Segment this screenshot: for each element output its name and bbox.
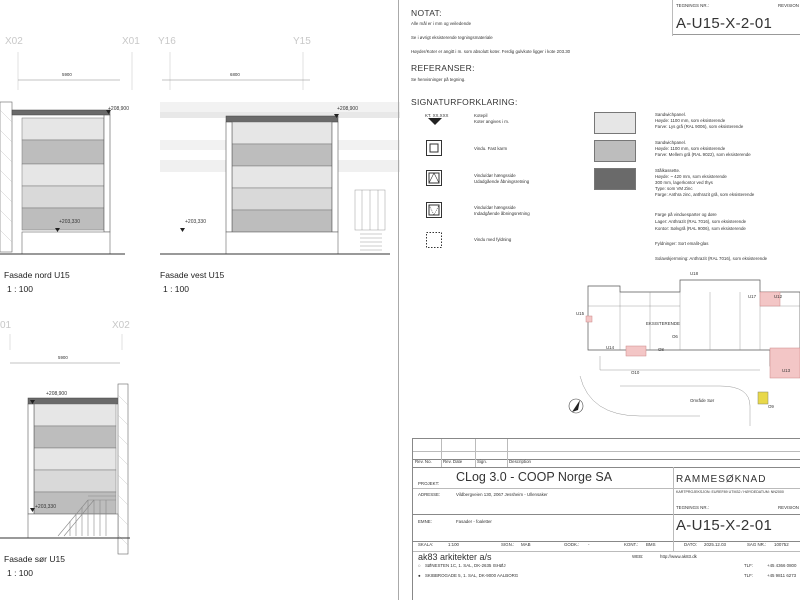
project-name: CLog 3.0 - COOP Norge SA bbox=[456, 470, 613, 484]
material-line: Farve: Lys grå (RAL 9006), som eksisterende bbox=[655, 124, 744, 129]
material-line: 300 mm, lagerkontor ved thys bbox=[655, 180, 713, 185]
level-label: +208,900 bbox=[46, 391, 67, 397]
legend-label: Udadgående åbningsretning bbox=[474, 179, 530, 184]
site-tag: U13 bbox=[782, 368, 791, 373]
header-underline bbox=[672, 34, 800, 35]
rev-col-no: Rev. No. bbox=[415, 459, 432, 464]
material-swatch-light-grey bbox=[594, 112, 636, 134]
address-value: Vildbergveien 130, 2067 Jessheim - Ullensaker bbox=[456, 492, 548, 497]
material-line: Høyde: ~ 420 mm, som eksisterende bbox=[655, 174, 727, 179]
tb-sheet-number: A-U15-X-2-01 bbox=[676, 517, 773, 534]
office-address-2: SKIBBROGADE 5, 1. SAL, DK-9000 AALBORG bbox=[425, 573, 519, 578]
references-text: Se henvisninger på tegning. bbox=[411, 77, 466, 82]
facade-scale-sor: 1 : 100 bbox=[7, 568, 33, 578]
tlf-value-2: +45 9811 6273 bbox=[767, 573, 797, 578]
frame-color-line: Fyldninger: Sort emalit-glas bbox=[655, 241, 709, 246]
frame-color-line: Solavskjermning: Anthrazit (RAL 7016), som eksisterende bbox=[655, 256, 768, 261]
facade-nord-drawing bbox=[0, 102, 125, 254]
site-tag: U14 bbox=[606, 345, 615, 350]
office-address-1: SØNESTEN 1C, 1. SAL, DK-2635 ISHØJ bbox=[425, 563, 506, 568]
note-line: Se i øvrigt eksisterende tegningsmateriale bbox=[411, 35, 493, 40]
subject-label: EMNE: bbox=[418, 519, 432, 524]
facade-scale-vest: 1 : 100 bbox=[163, 284, 189, 294]
grid-label: 01 bbox=[0, 320, 12, 331]
site-plan bbox=[560, 266, 800, 436]
outward-opening-icon bbox=[426, 170, 442, 186]
references-title: REFERANSER: bbox=[411, 63, 475, 73]
facade-vest-drawing bbox=[160, 102, 400, 254]
material-line: Farve: Mellem grå (RAL 9022), som eksisterende bbox=[655, 152, 751, 157]
grid-label: X02 bbox=[112, 320, 130, 331]
sheet-divider bbox=[398, 0, 399, 600]
material-line: Farge: Anthra zinc, anthrazit grå, som eksisterende bbox=[655, 192, 755, 197]
notes-title: NOTAT: bbox=[411, 8, 442, 18]
legend-label: Kotepil bbox=[474, 113, 488, 118]
tlf-value-1: +45 4366 0800 bbox=[767, 563, 797, 568]
material-line: Sandwichpanel. bbox=[655, 112, 687, 117]
frame-color-line: Farge på vinduesparter og døre bbox=[655, 212, 717, 217]
legend-code: KT. XX,XXX bbox=[425, 113, 449, 118]
sag-value: 100752 bbox=[774, 542, 789, 547]
legend-label: Vindu/dør hængsside bbox=[474, 205, 516, 210]
site-existing-label: EKSISTERENDE bbox=[646, 321, 680, 326]
grid-label: Y15 bbox=[293, 36, 311, 47]
level-label: +203,330 bbox=[35, 504, 56, 510]
check-value: - bbox=[588, 542, 590, 547]
sag-label: SAG NR.: bbox=[747, 542, 767, 547]
fixed-window-icon bbox=[426, 140, 442, 156]
facade-title-vest: Fasade vest U15 bbox=[160, 270, 225, 280]
legend-label: Vindu/dør hængsside bbox=[474, 173, 516, 178]
frame-color-line: Lager: Anthrazit (RAL 7016), som eksisterende bbox=[655, 219, 747, 224]
material-line: Stålkassette. bbox=[655, 168, 681, 173]
tb-sheet-label: TEGNINGS NR.: bbox=[676, 505, 709, 510]
material-swatch-anthracite bbox=[594, 168, 636, 190]
header-sheet-label: TEGNINGS NR.: bbox=[676, 3, 709, 8]
company-name: ak83 arkitekter a/s bbox=[418, 552, 492, 562]
coords-value: KARTPROJEKSJON: EUREF89 UTM32 / HØYDEDATUM: NN2000 bbox=[676, 490, 784, 494]
facade-title-nord: Fasade nord U15 bbox=[4, 270, 70, 280]
date-value: 2025.12.03 bbox=[704, 542, 726, 547]
site-tag: O8 bbox=[658, 347, 664, 352]
tlf-label: TLF: bbox=[744, 563, 754, 568]
grid-label: X02 bbox=[5, 36, 23, 47]
legend-label: Indadgående åbningsretning bbox=[474, 211, 530, 216]
level-label: +208,900 bbox=[337, 106, 358, 112]
sign-value: MAB bbox=[521, 542, 531, 547]
frame-color-line: Kontor: Sølvgrå (RAL 9006), som eksisterende bbox=[655, 226, 746, 231]
web-label: WEB: bbox=[632, 554, 644, 559]
office-bullet-filled-icon: ● bbox=[418, 573, 421, 578]
rev-col-sign: Sign. bbox=[477, 459, 488, 464]
scale-value: 1:100 bbox=[448, 542, 459, 547]
facade-title-sor: Fasade sør U15 bbox=[4, 554, 65, 564]
level-label: +203,330 bbox=[185, 219, 206, 225]
legend-title: SIGNATURFORKLARING: bbox=[411, 97, 518, 107]
control-value: BMS bbox=[646, 542, 656, 547]
address-label: ADRESSE: bbox=[418, 492, 441, 497]
tb-revision-label: REVISION bbox=[778, 505, 799, 510]
project-label: PROJEKT: bbox=[418, 481, 439, 486]
legend-label: Vindu. Fast karm bbox=[474, 146, 508, 151]
dimension-label: 5900 bbox=[58, 355, 68, 360]
site-area-label: Område Sør bbox=[690, 398, 715, 403]
header-revision-label: REVISION bbox=[778, 3, 799, 8]
level-arrow-icon bbox=[428, 118, 442, 126]
scale-label: SKALA: bbox=[418, 542, 434, 547]
inward-opening-icon bbox=[426, 202, 442, 218]
facade-scale-nord: 1 : 100 bbox=[7, 284, 33, 294]
tlf-label: TLF: bbox=[744, 573, 754, 578]
dimension-label: 5900 bbox=[62, 72, 72, 77]
subject-value: Fasader - foaletter bbox=[456, 519, 492, 524]
header-sheet-number: A-U15-X-2-01 bbox=[676, 15, 773, 32]
level-label: +208,900 bbox=[108, 106, 129, 112]
material-line: Sandwichpanel. bbox=[655, 140, 687, 145]
site-tag: O10 bbox=[631, 370, 640, 375]
office-bullet-icon: ○ bbox=[418, 563, 421, 568]
site-tag: U15 bbox=[576, 311, 585, 316]
site-tag: U18 bbox=[690, 271, 699, 276]
check-label: GODK.: bbox=[564, 542, 580, 547]
facade-sor-drawing bbox=[0, 384, 130, 554]
site-tag: O9 bbox=[768, 404, 774, 409]
grid-label: Y16 bbox=[158, 36, 176, 47]
web-value: http://www.ak83.dk bbox=[660, 554, 697, 559]
infill-window-icon bbox=[426, 232, 442, 248]
rev-col-desc: Description bbox=[509, 459, 531, 464]
sign-label: SIGN.: bbox=[501, 542, 515, 547]
level-label: +203,330 bbox=[59, 219, 80, 225]
material-line: Høyde: 1100 mm, som eksisterende bbox=[655, 118, 726, 123]
note-line: Alle mål er i mm og veiledende bbox=[411, 21, 472, 26]
rev-col-date: Rev. Date bbox=[443, 459, 463, 464]
project-phase: RAMMESØKNAD bbox=[676, 474, 767, 485]
grid-label: X01 bbox=[122, 36, 140, 47]
date-label: DATO: bbox=[684, 542, 698, 547]
control-label: KONT.: bbox=[624, 542, 639, 547]
material-line: Høyde: 1100 mm, som eksisterende bbox=[655, 146, 726, 151]
legend-label: Koter angives i m. bbox=[474, 119, 510, 124]
note-line: Høyder/Koter er angitt i m. som absolutt koter. Ferdig gulvkote ligger i kote 203.30 bbox=[411, 49, 571, 54]
site-tag: O6 bbox=[672, 334, 678, 339]
header-divider bbox=[672, 0, 673, 36]
material-line: Type: som VM Zinc bbox=[655, 186, 693, 191]
site-tag: U17 bbox=[748, 294, 757, 299]
legend-label: Vindu med fyldning bbox=[474, 237, 512, 242]
site-tag: U12 bbox=[774, 294, 783, 299]
dimension-label: 6800 bbox=[230, 72, 240, 77]
material-swatch-mid-grey bbox=[594, 140, 636, 162]
